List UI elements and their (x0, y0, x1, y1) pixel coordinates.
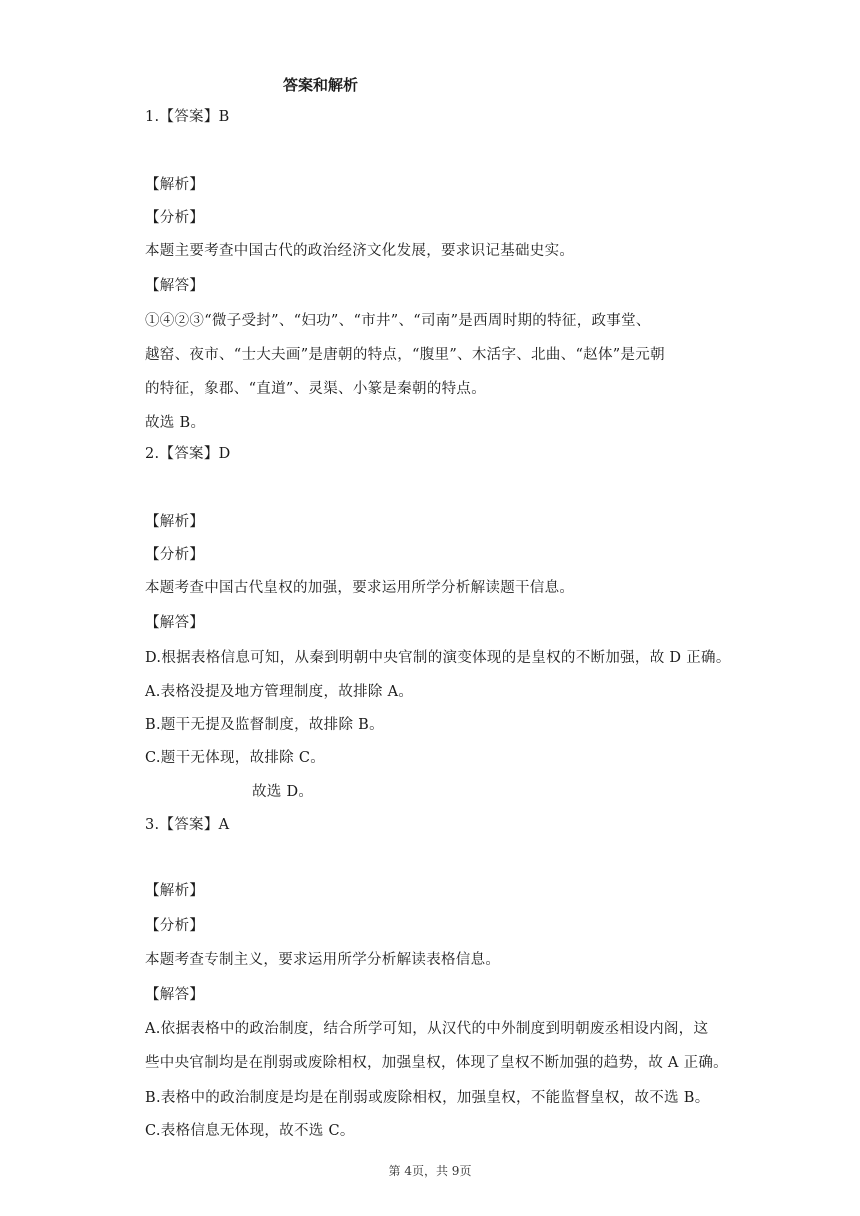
solution-text-3d: C.表格信息无体现，故不选 C。 (145, 1123, 355, 1139)
solution-text-2b: A.表格没提及地方管理制度，故排除 A。 (145, 684, 414, 700)
solution-heading-1: 【解答】 (145, 278, 205, 294)
analysis-text-2: 本题考查中国古代皇权的加强，要求运用所学分析解读题干信息。 (145, 580, 575, 596)
solution-text-2c: B.题干无提及监督制度，故排除 B。 (145, 717, 384, 733)
solution-text-3b: 些中央官制均是在削弱或废除相权，加强皇权，体现了皇权不断加强的趋势，故 A 正确。 (145, 1055, 728, 1071)
analysis-heading-3: 【解析】 (145, 883, 205, 899)
solution-text-2d: C.题干无体现，故排除 C。 (145, 750, 326, 766)
analysis-text-1: 本题主要考查中国古代的政治经济文化发展，要求识记基础史实。 (145, 243, 575, 259)
conclusion-2: 故选 D。 (252, 784, 314, 800)
solution-text-2a: D.根据表格信息可知，从秦到明朝中央官制的演变体现的是皇权的不断加强，故 D 正确。 (145, 650, 731, 666)
solution-heading-3: 【解答】 (145, 987, 205, 1003)
section-title: 答案和解析 (283, 76, 359, 94)
solution-heading-2: 【解答】 (145, 615, 205, 631)
analysis-subheading-3: 【分析】 (145, 918, 205, 934)
analysis-heading-2: 【解析】 (145, 514, 205, 530)
solution-text-1c: 的特征，象郡、“直道”、灵渠、小篆是秦朝的特点。 (145, 381, 487, 397)
solution-text-3a: A.依据表格中的政治制度，结合所学可知，从汉代的中外制度到明朝废丞相设内阁，这 (145, 1021, 709, 1037)
analysis-text-3: 本题考查专制主义，要求运用所学分析解读表格信息。 (145, 952, 501, 968)
answer-2: 2.【答案】D (145, 446, 231, 462)
analysis-heading-1: 【解析】 (145, 177, 205, 193)
solution-text-3c: B.表格中的政治制度是均是在削弱或废除相权，加强皇权，不能监督皇权，故不选 B。 (145, 1090, 710, 1106)
solution-text-1b: 越窑、夜市、“士大夫画”是唐朝的特点，“腹里”、木活字、北曲、“赵体”是元朝 (145, 347, 665, 363)
solution-text-1a: ①④②③“微子受封”、“妇功”、“市井”、“司南”是西周时期的特征，政事堂、 (145, 313, 651, 329)
answer-3: 3.【答案】A (145, 817, 230, 833)
answer-1: 1.【答案】B (145, 109, 230, 125)
page-footer: 第 4页，共 9页 (388, 1164, 472, 1178)
conclusion-1: 故选 B。 (145, 415, 206, 431)
analysis-subheading-1: 【分析】 (145, 210, 205, 226)
analysis-subheading-2: 【分析】 (145, 547, 205, 563)
